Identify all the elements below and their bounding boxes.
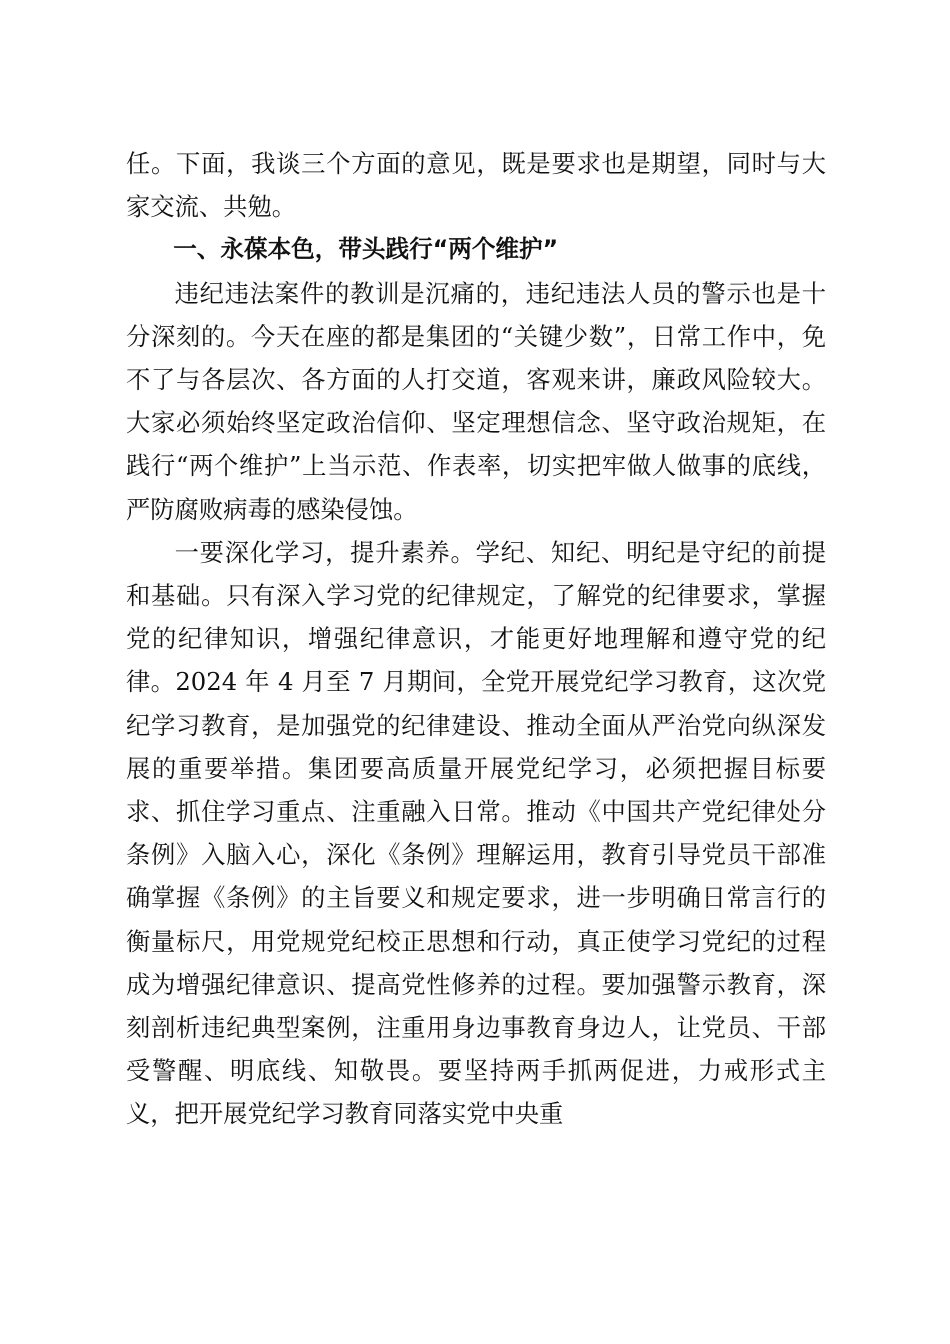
- document-body: [126, 142, 826, 1136]
- paragraph-continuation: 任。下面，我谈三个方面的意见，既是要求也是期望，同时与大家交流、共勉。: [126, 149, 826, 222]
- paragraph-body: 一要深化学习，提升素养。学纪、知纪、明纪是守纪的前提和基础。只有深入学习党的纪律规定，了解党的纪律要求，掌握党的纪律知识，增强纪律意识，才能更好地理解和遵守党的纪律。2024 年 4 月至 7 月期间，全党开展党纪学习教育，这次党纪学习教育，是加强党的纪律建设、推动全面从严治党向纵深发展的重要举措。集团要高质量开展党纪学习，必须把握目标要求、抓住学习重点、注重融入日常。推动《中国共产党纪律处分条例》入脑入心，深化《条例》理解运用，教育引导党员干部准确掌握《条例》的主旨要义和规定要求，进一步明确日常言行的衡量标尺，用党规党纪校正思想和行动，真正使学习党纪的过程成为增强纪律意识、提高党性修养的过程。要加强警示教育，深刻剖析违纪典型案例，注重用身边事教育身边人，让党员、干部受警醒、明底线、知敬畏。要坚持两手抓两促进，力戒形式主义，把开展党纪学习教育同落实党中央重: [126, 537, 826, 1129]
- section-heading: 一、永葆本色，带头践行“两个维护”: [173, 235, 559, 264]
- paragraph-body: 违纪违法案件的教训是沉痛的，违纪违法人员的警示也是十分深刻的。今天在座的都是集团的“关键少数”，日常工作中，免不了与各层次、各方面的人打交道，客观来讲，廉政风险较大。大家必须始终坚定政治信仰、坚定理想信念、坚守政治规矩，在践行“两个维护”上当示范、作表率，切实把牢做人做事的底线，严防腐败病毒的感染侵蚀。: [126, 278, 826, 524]
